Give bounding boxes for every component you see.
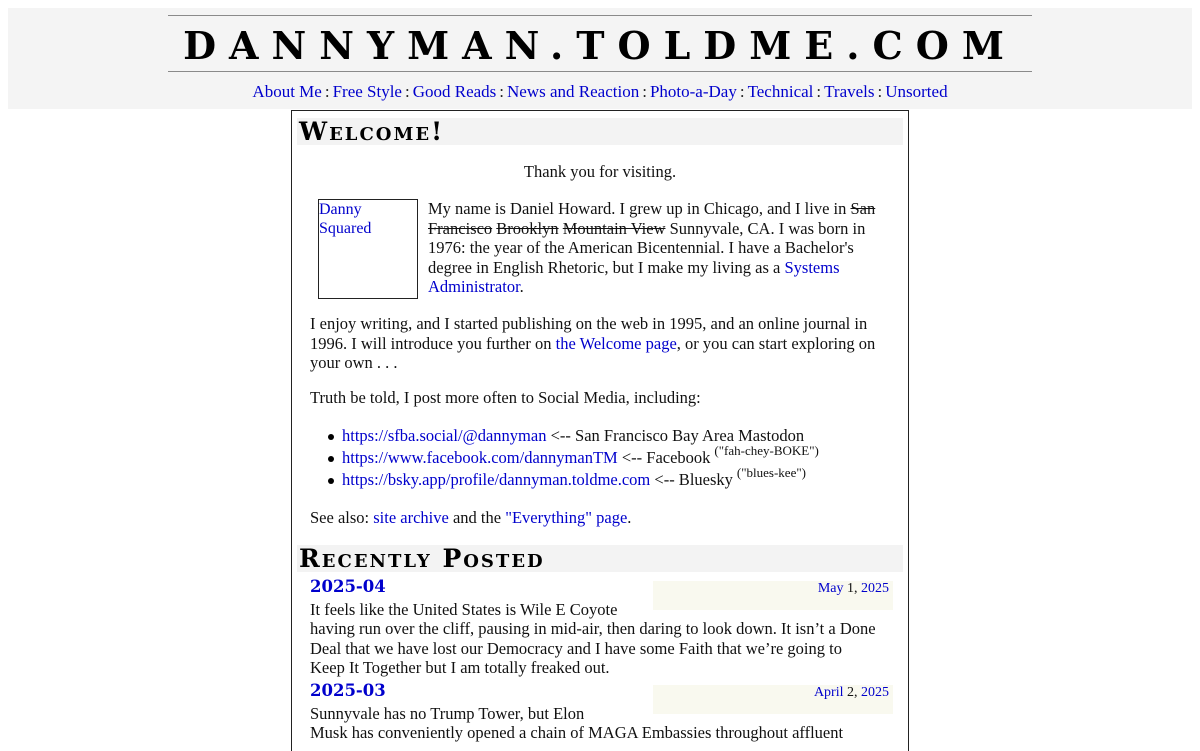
sysadmin-link[interactable]: Systems Administrator <box>428 257 840 297</box>
see-also <box>310 508 900 528</box>
pronunciation: ("fah-chey-BOKE") <box>714 443 819 458</box>
avatar[interactable]: Danny Squared <box>318 199 418 299</box>
bio-text: Sunnyvale, CA. I was born in 1976: the year of the American Bicentennial. I have a Bachelor's degree in English Rhetoric, but I make my living as a <box>428 218 866 277</box>
pronunciation: ("blues-kee") <box>736 465 806 480</box>
intro-paragraph <box>310 314 900 373</box>
see-also-prefix: See also: <box>310 508 370 527</box>
nav-news-and-reaction[interactable]: News and Reaction <box>507 82 640 101</box>
nav-separator: : <box>816 82 822 101</box>
nav-travels[interactable]: Travels <box>824 82 875 101</box>
post-excerpt-rest: Musk has conveniently opened a chain of MAGA Embassies throughout affluent <box>310 723 844 743</box>
post-title[interactable]: 2025-04 <box>310 577 386 596</box>
post-date-day: 1 <box>847 581 854 596</box>
bluesky-link[interactable]: https://bsky.app/profile/dannyman.toldme.com <box>342 470 651 489</box>
recent-heading: Recently Posted <box>297 545 903 572</box>
post-excerpt-first: It feels like the United States is Wile E Coyote <box>310 600 618 619</box>
facebook-link[interactable]: https://www.facebook.com/dannymanTM <box>342 448 618 467</box>
struck-city: Brooklyn <box>496 218 559 238</box>
post-excerpt <box>310 600 880 678</box>
post-date-comma: , <box>854 685 858 700</box>
site-archive-link[interactable]: site archive <box>373 508 449 527</box>
post-date-month[interactable]: May <box>817 581 844 596</box>
main-content <box>291 110 909 751</box>
post-date-year[interactable]: 2025 <box>861 581 889 596</box>
site-header <box>8 8 1192 109</box>
nav-separator: : <box>499 82 505 101</box>
nav-separator: : <box>324 82 330 101</box>
list-item <box>342 465 819 491</box>
see-also-end: . <box>627 508 632 527</box>
nav-technical[interactable]: Technical <box>747 82 814 101</box>
post-excerpt-first: Sunnyvale has no Trump Tower, but Elon <box>310 704 585 723</box>
struck-city: San Francisco <box>428 199 876 238</box>
nav-separator: : <box>739 82 745 101</box>
social-note: <-- Facebook <box>621 448 711 467</box>
mastodon-link[interactable]: https://sfba.social/@dannyman <box>342 426 547 445</box>
post-date-month[interactable]: April <box>813 685 844 700</box>
nav-free-style[interactable]: Free Style <box>332 82 402 101</box>
post-date-comma: , <box>854 581 858 596</box>
social-intro: Truth be told, I post more often to Social Media, including: <box>310 388 701 407</box>
post-date-day: 2 <box>847 685 854 700</box>
see-also-mid: and the <box>452 508 502 527</box>
social-note: <-- San Francisco Bay Area Mastodon <box>550 426 805 445</box>
welcome-page-link[interactable]: the Welcome page <box>555 333 677 353</box>
bio-text: My name is Daniel Howard. I grew up in Chicago, and I live in <box>428 199 847 218</box>
nav-about-me[interactable]: About Me <box>252 82 322 101</box>
nav-good-reads[interactable]: Good Reads <box>412 82 497 101</box>
post-excerpt-rest: having run over the cliff, pausing in mid-air, then daring to look down. It isn’t a Done Deal that we have lost our Democracy and I have some Faith that we’re going to Keep It Together but I am totally freaked out. <box>310 619 876 678</box>
header-top-rule <box>168 15 1032 16</box>
social-list <box>342 425 819 491</box>
nav-unsorted[interactable]: Unsorted <box>885 82 948 101</box>
nav-photo-a-day[interactable]: Photo-a-Day <box>649 82 737 101</box>
bio-end: . <box>519 277 524 297</box>
site-title[interactable]: DANNYMAN.TOLDME.COM <box>183 23 1017 68</box>
header-bottom-rule <box>168 71 1032 72</box>
main-nav <box>8 82 1192 102</box>
intro-text: , or you can start exploring on your own . . . <box>310 333 876 373</box>
nav-separator: : <box>642 82 647 101</box>
nav-separator: : <box>404 82 410 101</box>
thanks-text: Thank you for visiting. <box>523 162 677 181</box>
post-excerpt <box>310 704 880 743</box>
everything-page-link[interactable]: "Everything" page <box>505 508 628 527</box>
bio-paragraph <box>428 199 888 297</box>
social-note: <-- Bluesky <box>654 470 733 489</box>
intro-text: I enjoy writing, and I started publishing on the web in 1995, and an online journal in 1996. I will introduce you further on <box>310 314 868 353</box>
post-title[interactable]: 2025-03 <box>310 681 386 700</box>
welcome-heading: Welcome! <box>297 118 903 145</box>
post-date-year[interactable]: 2025 <box>861 685 889 700</box>
struck-city: Mountain View <box>562 218 666 238</box>
nav-separator: : <box>877 82 883 101</box>
